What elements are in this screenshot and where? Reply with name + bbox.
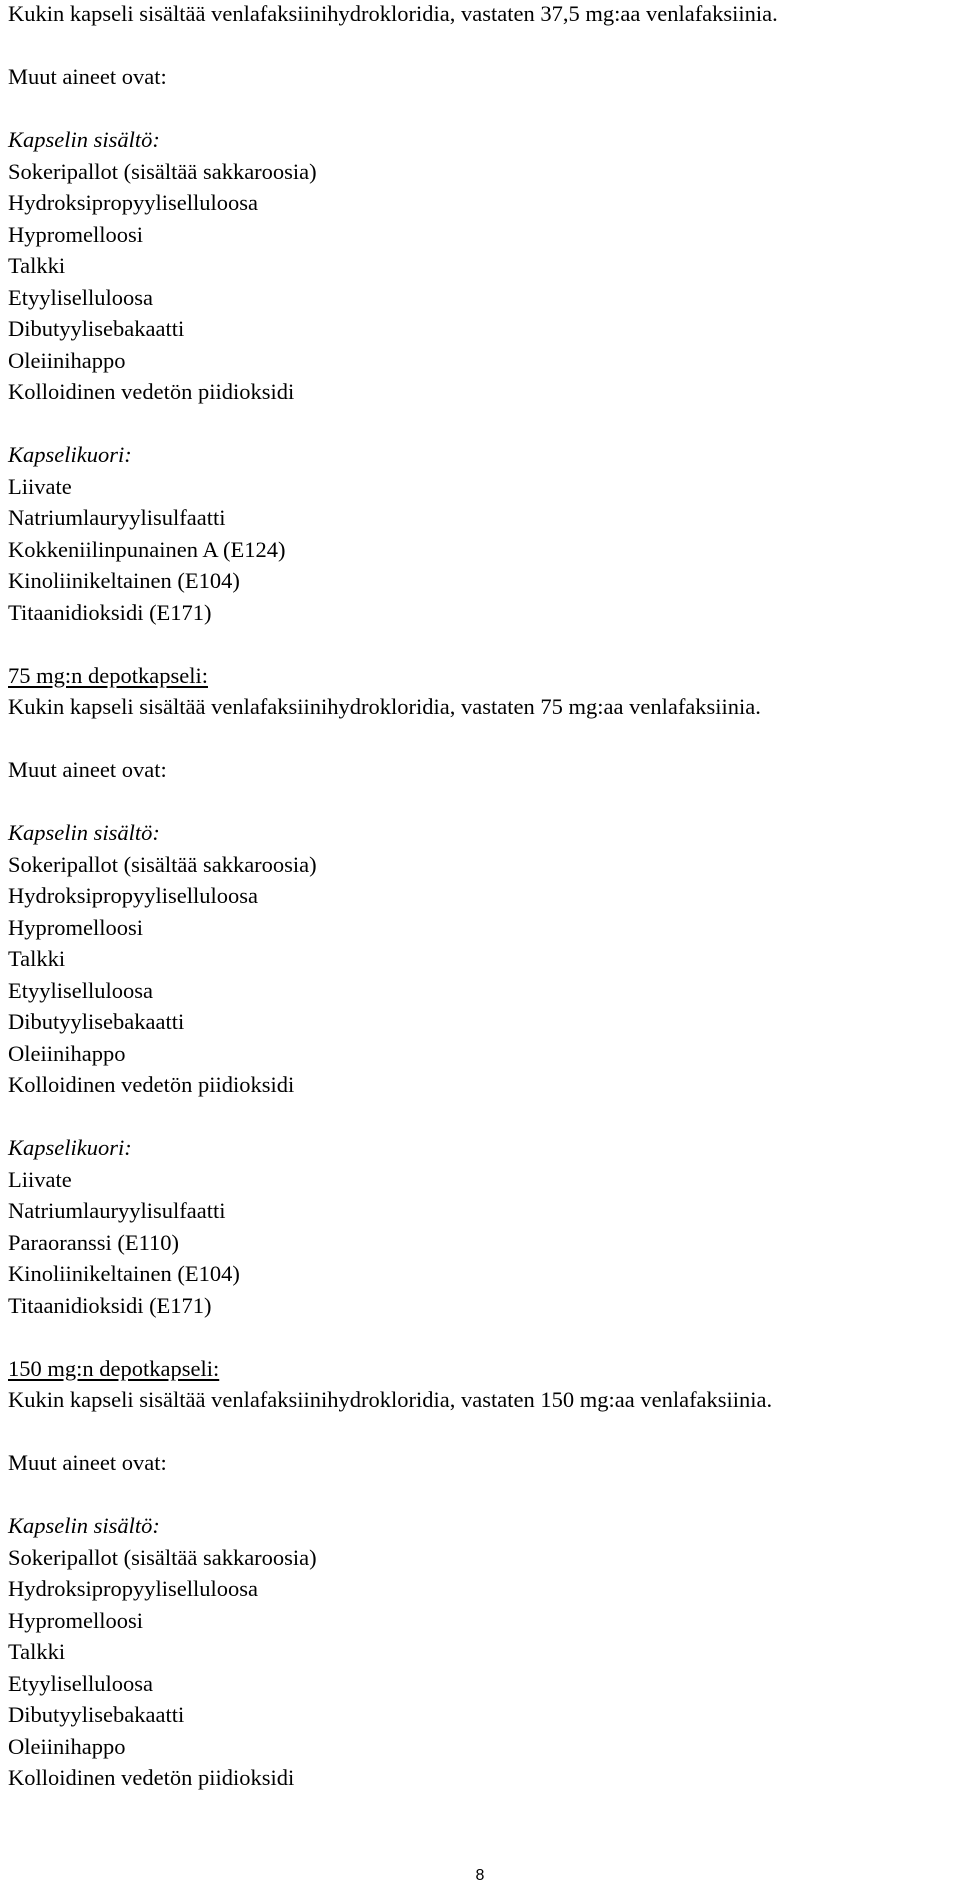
- ingredient: Hypromelloosi: [8, 1607, 143, 1633]
- ingredient: Oleiinihappo: [8, 347, 126, 373]
- content-statement: Kukin kapseli sisältää venlafaksiinihydrokloridia, vastaten 75 mg:aa venlafaksiinia.: [8, 694, 761, 719]
- section-37-5mg: [8, 0, 958, 660]
- ingredient: Sokeripallot (sisältää sakkaroosia): [8, 1544, 317, 1570]
- ingredient: Hydroksipropyyliselluloosa: [8, 190, 258, 215]
- section-75mg: [8, 660, 958, 1353]
- ingredient: Etyyliselluloosa: [8, 977, 153, 1003]
- capsule-shell-heading: Kapselikuori:: [8, 1135, 132, 1160]
- ingredient: Kinoliinikeltainen (E104): [8, 568, 240, 593]
- ingredient: Liivate: [8, 1166, 72, 1192]
- content-statement: Kukin kapseli sisältää venlafaksiinihydrokloridia, vastaten 37,5 mg:aa venlafaksiinia.: [8, 1, 778, 26]
- ingredient: Dibutyylisebakaatti: [8, 1009, 185, 1034]
- dose-heading: 75 mg:n depotkapseli:: [8, 662, 208, 688]
- ingredient: Talkki: [8, 946, 66, 971]
- capsule-shell-heading: Kapselikuori:: [8, 442, 132, 467]
- ingredient: Hypromelloosi: [8, 221, 143, 247]
- ingredient: Natriumlauryylisulfaatti: [8, 1198, 226, 1223]
- dose-heading: 150 mg:n depotkapseli:: [8, 1355, 220, 1381]
- excipients-label: Muut aineet ovat:: [8, 64, 167, 89]
- ingredient: Liivate: [8, 473, 72, 499]
- ingredient: Talkki: [8, 253, 66, 278]
- ingredient: Talkki: [8, 1639, 66, 1664]
- excipients-label: Muut aineet ovat:: [8, 757, 167, 782]
- ingredient: Kolloidinen vedetön piidioksidi: [8, 1765, 295, 1790]
- document-page: [8, 0, 958, 1794]
- ingredient: Dibutyylisebakaatti: [8, 1702, 185, 1727]
- content-statement: Kukin kapseli sisältää venlafaksiinihydrokloridia, vastaten 150 mg:aa venlafaksiinia.: [8, 1387, 773, 1412]
- ingredient: Kinoliinikeltainen (E104): [8, 1261, 240, 1286]
- ingredient: Kolloidinen vedetön piidioksidi: [8, 379, 295, 404]
- ingredient: Natriumlauryylisulfaatti: [8, 505, 226, 530]
- ingredient: Oleiinihappo: [8, 1040, 126, 1066]
- ingredient: Hydroksipropyyliselluloosa: [8, 1576, 258, 1601]
- capsule-content-heading: Kapselin sisältö:: [8, 820, 160, 845]
- ingredient: Paraoranssi (E110): [8, 1229, 179, 1255]
- ingredient: Oleiinihappo: [8, 1733, 126, 1759]
- ingredient: Dibutyylisebakaatti: [8, 316, 185, 341]
- ingredient: Etyyliselluloosa: [8, 284, 153, 310]
- ingredient: Sokeripallot (sisältää sakkaroosia): [8, 851, 317, 877]
- ingredient: Hydroksipropyyliselluloosa: [8, 883, 258, 908]
- ingredient: Titaanidioksidi (E171): [8, 1292, 212, 1318]
- ingredient: Hypromelloosi: [8, 914, 143, 940]
- section-150mg: [8, 1353, 958, 1794]
- ingredient: Kolloidinen vedetön piidioksidi: [8, 1072, 295, 1097]
- capsule-content-heading: Kapselin sisältö:: [8, 127, 160, 152]
- excipients-label: Muut aineet ovat:: [8, 1450, 167, 1475]
- ingredient: Kokkeniilinpunainen A (E124): [8, 536, 286, 562]
- ingredient: Sokeripallot (sisältää sakkaroosia): [8, 158, 317, 184]
- ingredient: Titaanidioksidi (E171): [8, 599, 212, 625]
- ingredient: Etyyliselluloosa: [8, 1670, 153, 1696]
- capsule-content-heading: Kapselin sisältö:: [8, 1513, 160, 1538]
- page-number: 8: [475, 1867, 485, 1884]
